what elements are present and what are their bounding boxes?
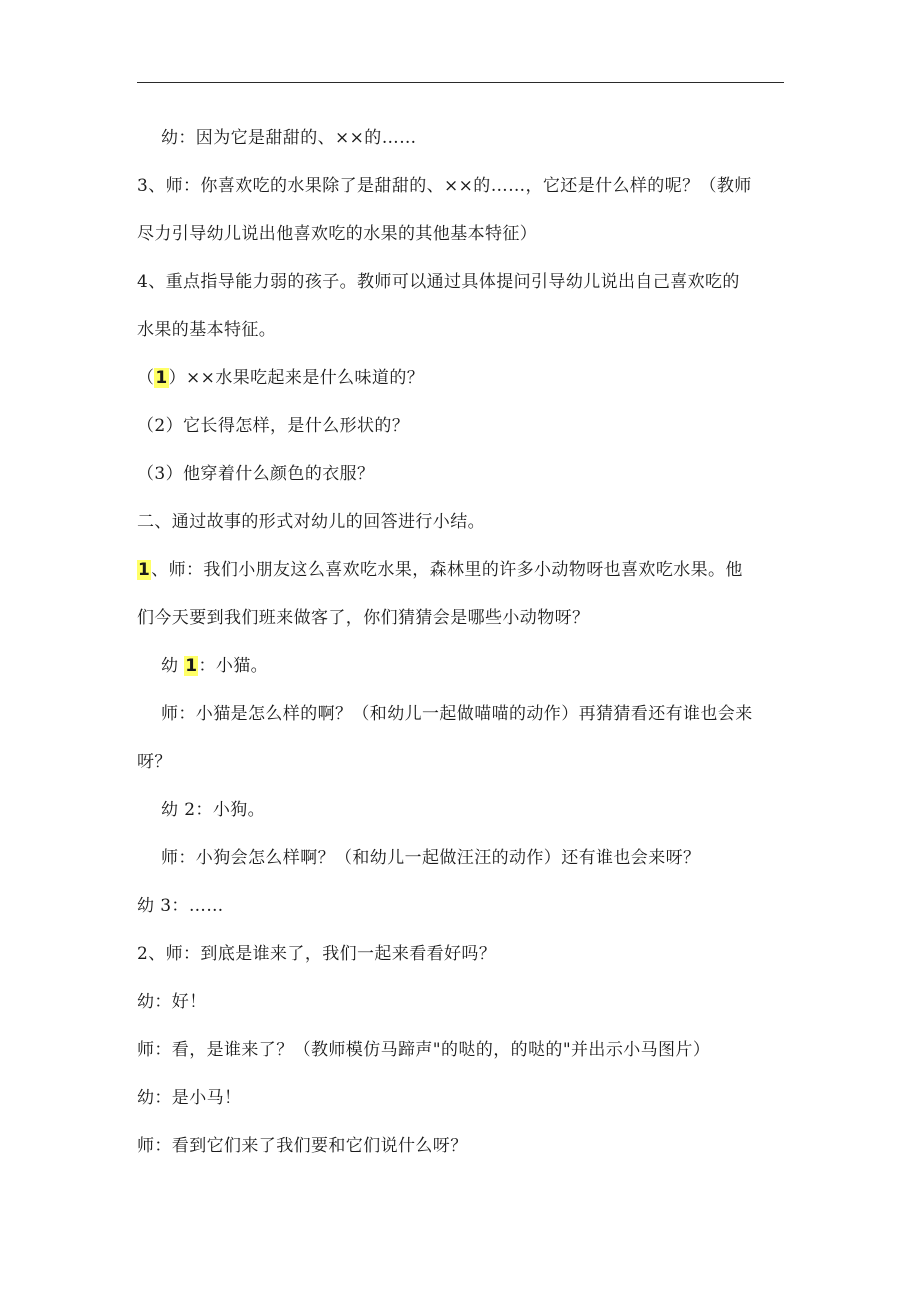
text-line: 水果的基本特征。 — [137, 320, 277, 340]
line-prefix: （ — [137, 368, 155, 388]
text-line: 幼 2：小狗。 — [161, 800, 266, 820]
text-line: 师：小猫是怎么样的啊？（和幼儿一起做喵喵的动作）再猜猜看还有谁也会来 — [161, 704, 753, 724]
line-body: ）××水果吃起来是什么味道的？ — [168, 368, 425, 388]
line-body: ：小猫。 — [198, 656, 269, 676]
text-line: 呀？ — [137, 752, 172, 772]
highlighted-number: 1 — [138, 560, 151, 580]
text-line: 幼：是小马！ — [137, 1088, 242, 1108]
highlighted-number: 1 — [185, 656, 198, 676]
text-line: 4、重点指导能力弱的孩子。教师可以通过具体提问引导幼儿说出自己喜欢吃的 — [137, 272, 740, 292]
text-line — [161, 654, 811, 678]
text-line: 幼 3：…… — [137, 896, 224, 916]
text-line — [137, 558, 787, 582]
text-line: 师：看到它们来了我们要和它们说什么呀？ — [137, 1136, 468, 1156]
section-heading: 二、通过故事的形式对幼儿的回答进行小结。 — [137, 512, 485, 532]
text-line: 尽力引导幼儿说出他喜欢吃的水果的其他基本特征） — [137, 224, 538, 244]
header-rule — [137, 82, 784, 83]
highlighted-number: 1 — [155, 368, 168, 388]
text-line: 师：小狗会怎么样啊？（和幼儿一起做汪汪的动作）还有谁也会来呀？ — [161, 848, 701, 868]
text-line — [137, 366, 787, 390]
text-line: 师：看，是谁来了？（教师模仿马蹄声"的哒的，的哒的"并出示小马图片） — [137, 1040, 711, 1060]
text-line: （3）他穿着什么颜色的衣服？ — [137, 464, 375, 484]
text-line: （2）它长得怎样，是什么形状的？ — [137, 416, 410, 436]
text-line: 2、师：到底是谁来了，我们一起来看看好吗？ — [137, 944, 497, 964]
line-prefix: 幼 — [161, 656, 185, 676]
text-line: 们今天要到我们班来做客了，你们猜猜会是哪些小动物呀？ — [137, 608, 590, 628]
text-line: 3、师：你喜欢吃的水果除了是甜甜的、××的……，它还是什么样的呢？（教师 — [137, 176, 752, 196]
text-line: 幼：好！ — [137, 992, 207, 1012]
line-body: 、师：我们小朋友这么喜欢吃水果，森林里的许多小动物呀也喜欢吃水果。他 — [151, 560, 743, 580]
text-line: 幼：因为它是甜甜的、××的…… — [161, 128, 417, 148]
